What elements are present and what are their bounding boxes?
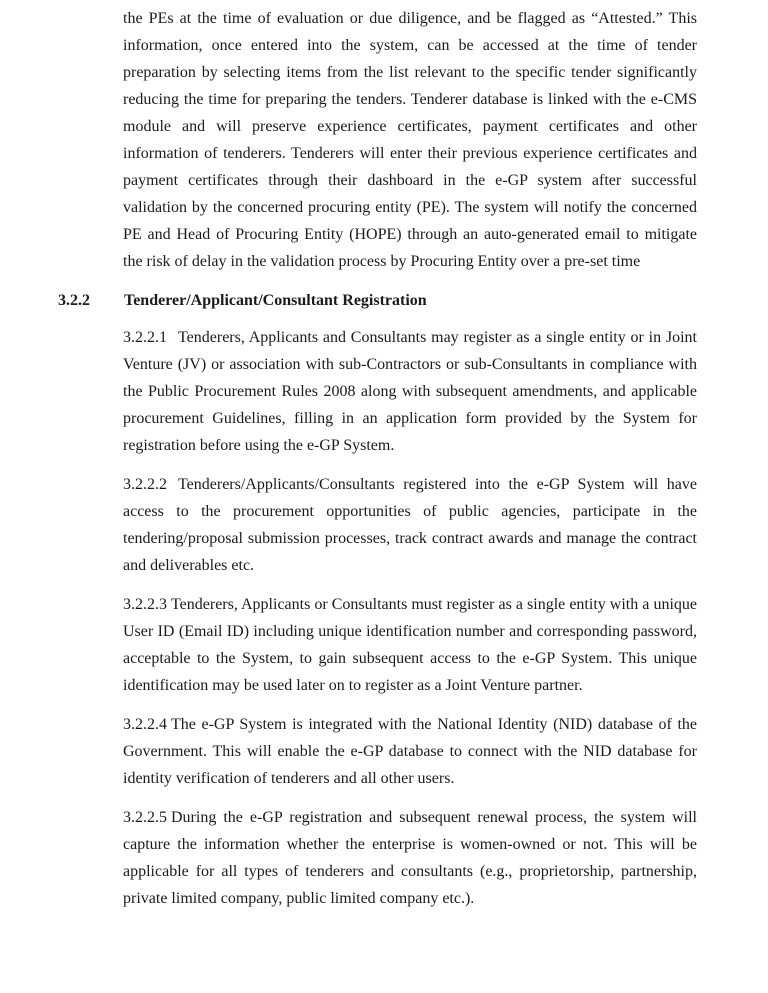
paragraph-text: Tenderers, Applicants or Consultants must register as a single entity with a unique User ID (Email ID) including unique identification number and corresponding password, acceptable to the System, to gain subsequent access to the e-GP System. This unique identification may be used later on to register as a Joint Venture partner.: [123, 596, 697, 694]
paragraph-3-2-2-1: [123, 324, 697, 459]
paragraph-3-2-2-5: [123, 804, 697, 912]
paragraph-number: 3.2.2.1: [123, 329, 167, 346]
section-heading: [58, 287, 697, 314]
paragraph-3-2-2-3: [123, 591, 697, 699]
paragraph-text: During the e-GP registration and subsequent renewal process, the system will capture the information whether the enterprise is women-owned or not. This will be applicable for all types of tenderers and consultants (e.g., proprietorship, partnership, private limited company, public limited company etc.).: [123, 809, 697, 907]
paragraph-continuation: the PEs at the time of evaluation or due diligence, and be flagged as “Attested.” This information, once entered into the system, can be accessed at the time of tender preparation by selecting items from the list relevant to the specific tender significantly reducing the time for preparing the tenders. Tenderer database is linked with the e-CMS module and will preserve experience certificates, payment certificates and other information of tenderers. Tenderers will enter their previous experience certificates and payment certificates through their dashboard in the e-GP system after successful validation by the concerned procuring entity (PE). The system will notify the concerned PE and Head of Procuring Entity (HOPE) through an auto-generated email to mitigate the risk of delay in the validation process by Procuring Entity over a pre-set time: [123, 10, 697, 270]
paragraph-text: Tenderers, Applicants and Consultants may register as a single entity or in Joint Venture (JV) or association with sub-Contractors or sub-Consultants in compliance with the Public Procurement Rules 2008 along with subsequent amendments, and applicable procurement Guidelines, filling in an application form provided by the System for registration before using the e-GP System.: [123, 329, 697, 454]
paragraph-number: 3.2.2.5: [123, 809, 167, 826]
paragraph-3-2-2-4: [123, 711, 697, 792]
paragraph-number: 3.2.2.2: [123, 476, 167, 493]
paragraph-text: Tenderers/Applicants/Consultants registered into the e-GP System will have access to the procurement opportunities of public agencies, participate in the tendering/proposal submission processes, track contract awards and manage the contract and deliverables etc.: [123, 476, 697, 574]
paragraph-number: 3.2.2.4: [123, 716, 167, 733]
paragraph-text: The e-GP System is integrated with the National Identity (NID) database of the Government. This will enable the e-GP database to connect with the NID database for identity verification of tenderers and all other users.: [123, 716, 697, 787]
section-heading-number: 3.2.2: [58, 292, 90, 309]
document-content: [0, 5, 768, 924]
paragraph-3-2-2-2: [123, 471, 697, 579]
paragraph-number: 3.2.2.3: [123, 596, 167, 613]
section-heading-title: Tenderer/Applicant/Consultant Registration: [124, 292, 427, 309]
